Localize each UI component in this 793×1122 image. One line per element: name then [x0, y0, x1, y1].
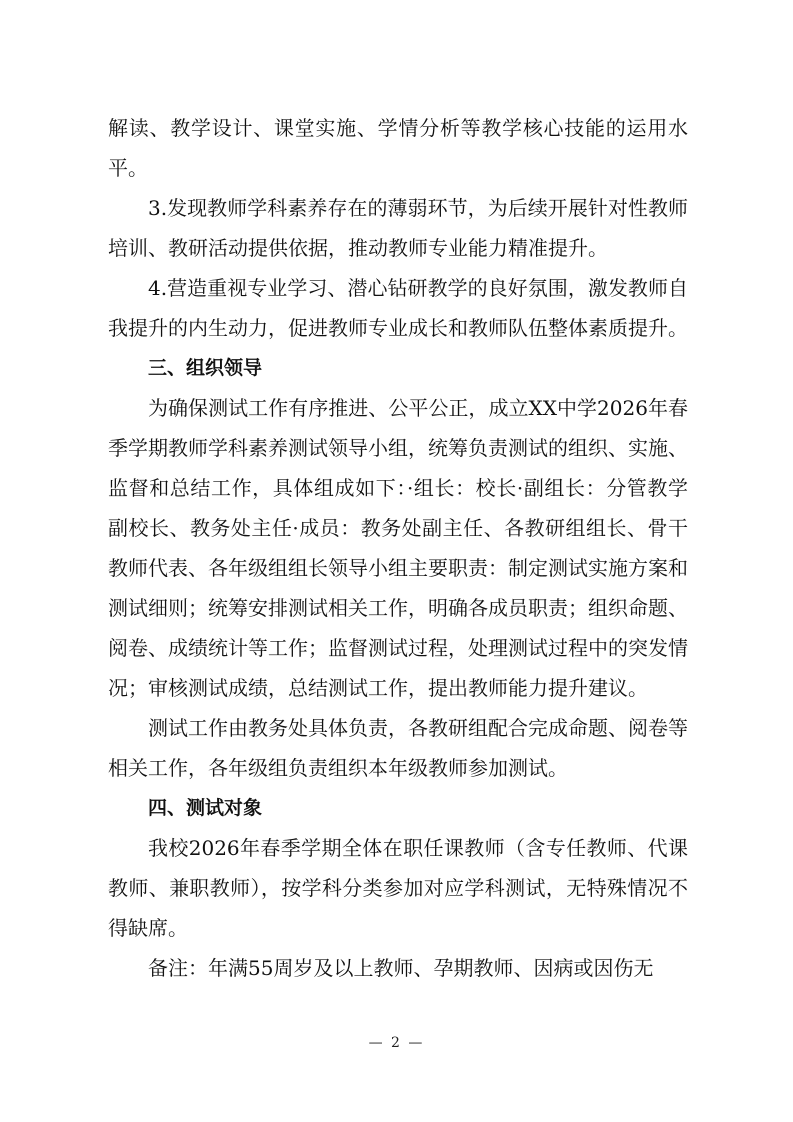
page-number: — 2 — — [368, 1035, 425, 1051]
paragraph-test-subjects: 我校2026年春季学期全体在职任课教师（含专任教师、代课教师、兼职教师），按学科分类参加对应学科测试，无特殊情况不得缺席。 — [108, 836, 688, 940]
section-heading-organization: 三、组织领导 — [148, 357, 263, 379]
document-page — [108, 108, 688, 988]
paragraph-remarks: 备注：年满55周岁及以上教师、孕期教师、因病或因伤无 — [148, 956, 654, 980]
paragraph-leadership-group: 为确保测试工作有序推进、公平公正，成立XX中学2026年春季学期教师学科素养测试领导小组，统筹负责测试的组织、实施、监督和总结工作，具体组成如下：·组长：校长·副组长：分管教学副校长、教务处主任·成员：教务处副主任、各教研组组长、骨干教师代表、各年级组组长领导小组主要职责：制定测试实施方案和测试细则；统筹安排测试相关工作，明确各成员职责；组织命题、阅卷、成绩统计等工作；监督测试过程，处理测试过程中的突发情况；审核测试成绩，总结测试工作，提出教师能力提升建议。 — [108, 396, 688, 700]
paragraph-responsibility: 测试工作由教务处具体负责，各教研组配合完成命题、阅卷等相关工作，各年级组负责组织本年级教师参加测试。 — [108, 716, 688, 780]
section-heading-test-subjects: 四、测试对象 — [148, 797, 263, 819]
paragraph-continued: 解读、教学设计、课堂实施、学情分析等教学核心技能的运用水平。 — [108, 116, 688, 180]
paragraph-item-3: 3.发现教师学科素养存在的薄弱环节，为后续开展针对性教师培训、教研活动提供依据，推动教师专业能力精准提升。 — [108, 196, 688, 260]
paragraph-item-4: 4.营造重视专业学习、潜心钻研教学的良好氛围，激发教师自我提升的内生动力，促进教师专业成长和教师队伍整体素质提升。 — [108, 276, 688, 340]
